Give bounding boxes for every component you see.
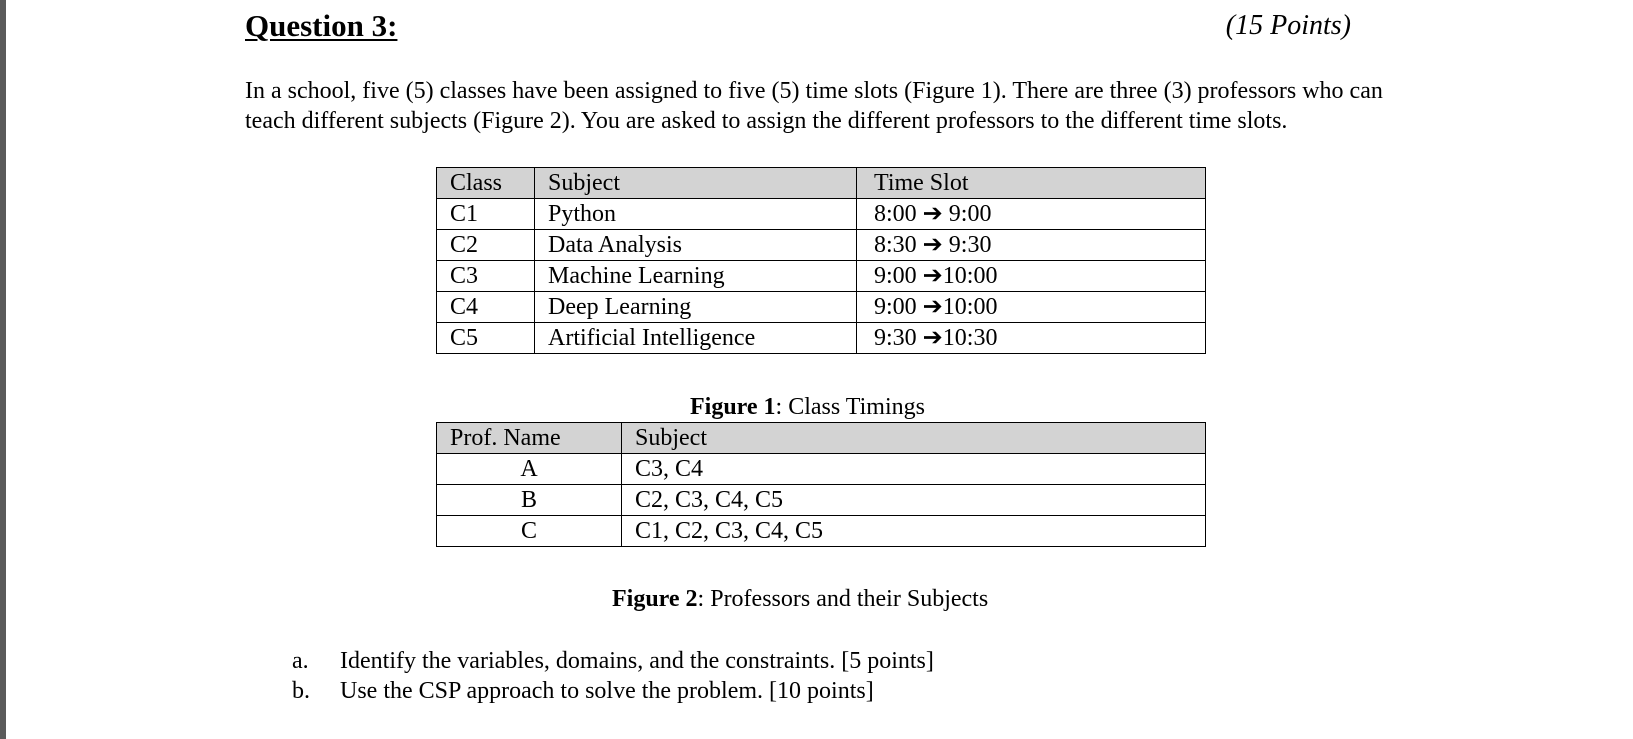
question-parts	[292, 646, 934, 706]
prof-subjects-cell: C2, C3, C4, C5	[622, 485, 1206, 516]
time-slot-cell: 8:30 ➔ 9:30	[857, 230, 1206, 261]
prof-subjects-cell: C3, C4	[622, 454, 1206, 485]
subject-cell: Python	[535, 199, 857, 230]
subject-cell: Data Analysis	[535, 230, 857, 261]
list-item	[292, 646, 934, 676]
time-slot-cell: 9:00 ➔10:00	[857, 292, 1206, 323]
question-points: (15 Points)	[1225, 10, 1351, 41]
time-slot-cell: 9:30 ➔10:30	[857, 323, 1206, 354]
table-row	[437, 323, 1206, 354]
time-slot-cell: 8:00 ➔ 9:00	[857, 199, 1206, 230]
table-header-row	[437, 168, 1206, 199]
subject-cell: Deep Learning	[535, 292, 857, 323]
subject-cell: Machine Learning	[535, 261, 857, 292]
table-row	[437, 485, 1206, 516]
column-header-prof-name: Prof. Name	[437, 423, 622, 454]
page-left-edge	[0, 0, 6, 739]
prof-subjects-cell: C1, C2, C3, C4, C5	[622, 516, 1206, 547]
table-row	[437, 292, 1206, 323]
part-text: Use the CSP approach to solve the problem. [10 points]	[340, 678, 874, 704]
class-cell: C2	[437, 230, 535, 261]
part-letter: a.	[292, 648, 309, 674]
column-header-time-slot: Time Slot	[857, 168, 1206, 199]
figure-1-label: Figure 1	[690, 394, 776, 420]
class-cell: C4	[437, 292, 535, 323]
figure-2-caption-text: : Professors and their Subjects	[697, 586, 989, 612]
column-header-class: Class	[437, 168, 535, 199]
table-row	[437, 516, 1206, 547]
time-slot-cell: 9:00 ➔10:00	[857, 261, 1206, 292]
part-text: Identify the variables, domains, and the constraints. [5 points]	[340, 648, 934, 674]
subject-cell: Artificial Intelligence	[535, 323, 857, 354]
question-title: Question 3:	[245, 8, 398, 43]
prof-name-cell: A	[437, 454, 622, 485]
professors-table	[436, 422, 1206, 547]
prof-name-cell: B	[437, 485, 622, 516]
table-row	[437, 230, 1206, 261]
class-cell: C1	[437, 199, 535, 230]
table-row	[437, 199, 1206, 230]
column-header-subject: Subject	[535, 168, 857, 199]
list-item	[292, 676, 934, 706]
class-cell: C3	[437, 261, 535, 292]
table-header-row	[437, 423, 1206, 454]
part-letter: b.	[292, 678, 310, 704]
figure-2-label: Figure 2	[612, 586, 698, 612]
column-header-subject: Subject	[622, 423, 1206, 454]
class-timings-table	[436, 167, 1206, 354]
question-intro: In a school, five (5) classes have been assigned to five (5) time slots (Figure 1). There are three (3) professors who can teach different subjects (Figure 2). You are asked to assign the different professors to the different time slots.	[245, 78, 1383, 134]
table-row	[437, 454, 1206, 485]
figure-1-caption-text: : Class Timings	[775, 394, 925, 420]
figure-2-caption	[612, 586, 988, 613]
figure-1-caption	[690, 394, 925, 421]
table-row	[437, 261, 1206, 292]
class-cell: C5	[437, 323, 535, 354]
prof-name-cell: C	[437, 516, 622, 547]
